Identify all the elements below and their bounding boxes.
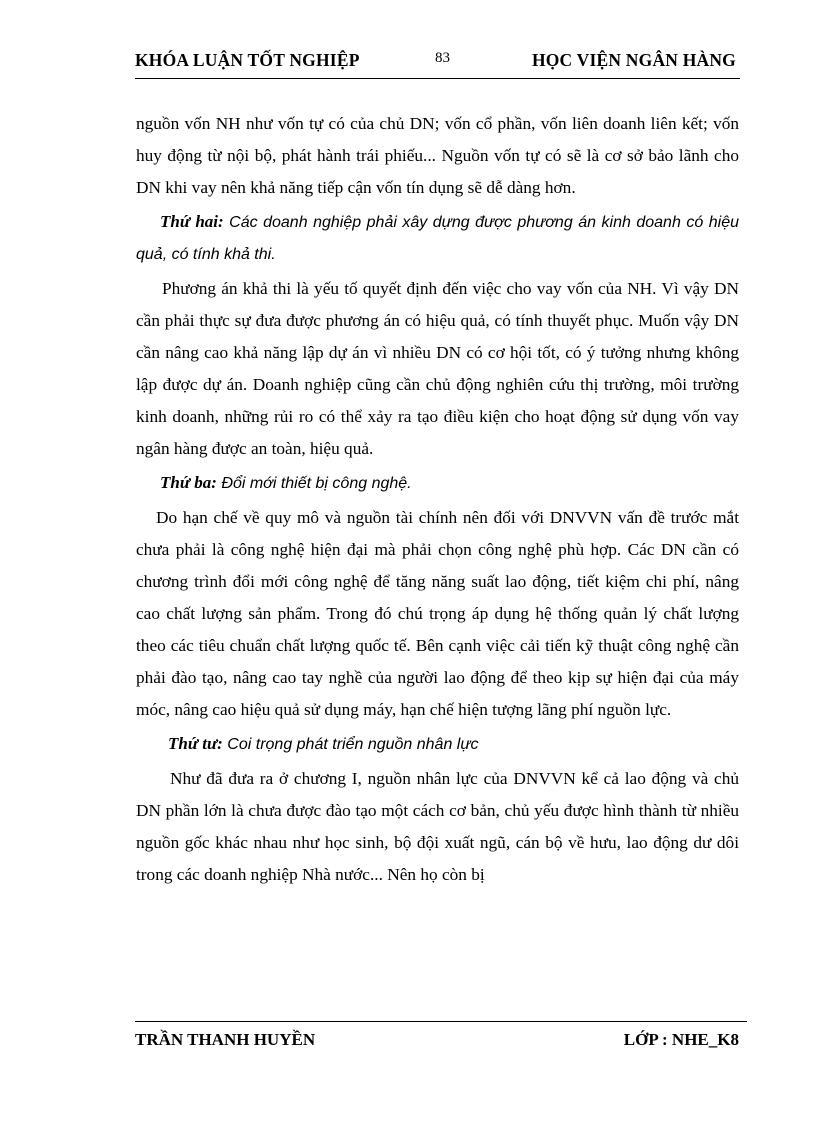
heading-text: Đổi mới thiết bị công nghệ. [216,475,412,492]
heading-thu-ba [136,467,739,500]
heading-thu-tu [136,728,739,761]
page-header [135,44,740,79]
header-title-right: HỌC VIỆN NGÂN HÀNG [531,50,736,70]
heading-text: Các doanh nghiệp phải xây dựng được phương án kinh doanh có hiệu quả, có tính khả thi. [136,214,739,263]
paragraph-4: Như đã đưa ra ở chương I, nguồn nhân lực của DNVVN kể cả lao động và chủ DN phần lớn là chưa được đào tạo một cách cơ bản, chủ yếu được hình thành từ nhiều nguồn gốc khác nhau như học sinh, bộ đội xuất ngũ, cán bộ về hưu, lao động dư dôi trong các doanh nghiệp Nhà nước... Nên họ còn bị [136,769,739,884]
class-code: LỚP : NHE_K8 [623,1030,739,1049]
heading-label: Thứ tư: [168,734,223,753]
header-title-left: KHÓA LUẬN TỐT NGHIỆP [135,50,360,70]
author-name: TRẦN THANH HUYỀN [135,1030,316,1049]
paragraph-2: Phương án khả thi là yếu tố quyết định đến việc cho vay vốn của NH. Vì vậy DN cần phải thực sự đưa được phương án có hiệu quả, có tính thuyết phục. Muốn vậy DN cần nâng cao khả năng lập dự án vì nhiều DN có cơ hội tốt, có ý tưởng nhưng không lập được dự án. Doanh nghiệp cũng cần chủ động nghiên cứu thị trường, môi trường kinh doanh, những rủi ro có thể xảy ra tạo điều kiện cho hoạt động sử dụng vốn vay ngân hàng được an toàn, hiệu quả. [136,279,739,458]
heading-thu-hai [136,206,739,271]
heading-text: Coi trọng phát triển nguồn nhân lực [222,736,479,753]
paragraph-3: Do hạn chế về quy mô và nguồn tài chính nên đối với DNVVN vấn đề trước mắt chưa phải là công nghệ hiện đại mà phải chọn công nghệ phù hợp. Các DN cần có chương trình đổi mới công nghệ để tăng năng suất lao động, tiết kiệm chi phí, nâng cao chất lượng sản phẩm. Trong đó chú trọng áp dụng hệ thống quản lý chất lượng theo các tiêu chuẩn chất lượng quốc tế. Bên cạnh việc cải tiến kỹ thuật công nghệ cần phải đào tạo, nâng cao tay nghề của người lao động để theo kịp sự hiện đại của máy móc, nâng cao hiệu quả sử dụng máy, hạn chế hiện tượng lãng phí nguồn lực. [136,508,739,719]
heading-label: Thứ ba: [160,473,217,492]
heading-label: Thứ hai: [160,212,224,231]
page-footer [135,1021,747,1054]
page-number: 83 [435,50,450,66]
page-body [136,108,739,893]
paragraph-1: nguồn vốn NH như vốn tự có của chủ DN; vốn cổ phần, vốn liên doanh liên kết; vốn huy động từ nội bộ, phát hành trái phiếu... Nguồn vốn tự có sẽ là cơ sở bảo lãnh cho DN khi vay nên khả năng tiếp cận vốn tín dụng sẽ dễ dàng hơn. [136,114,739,197]
